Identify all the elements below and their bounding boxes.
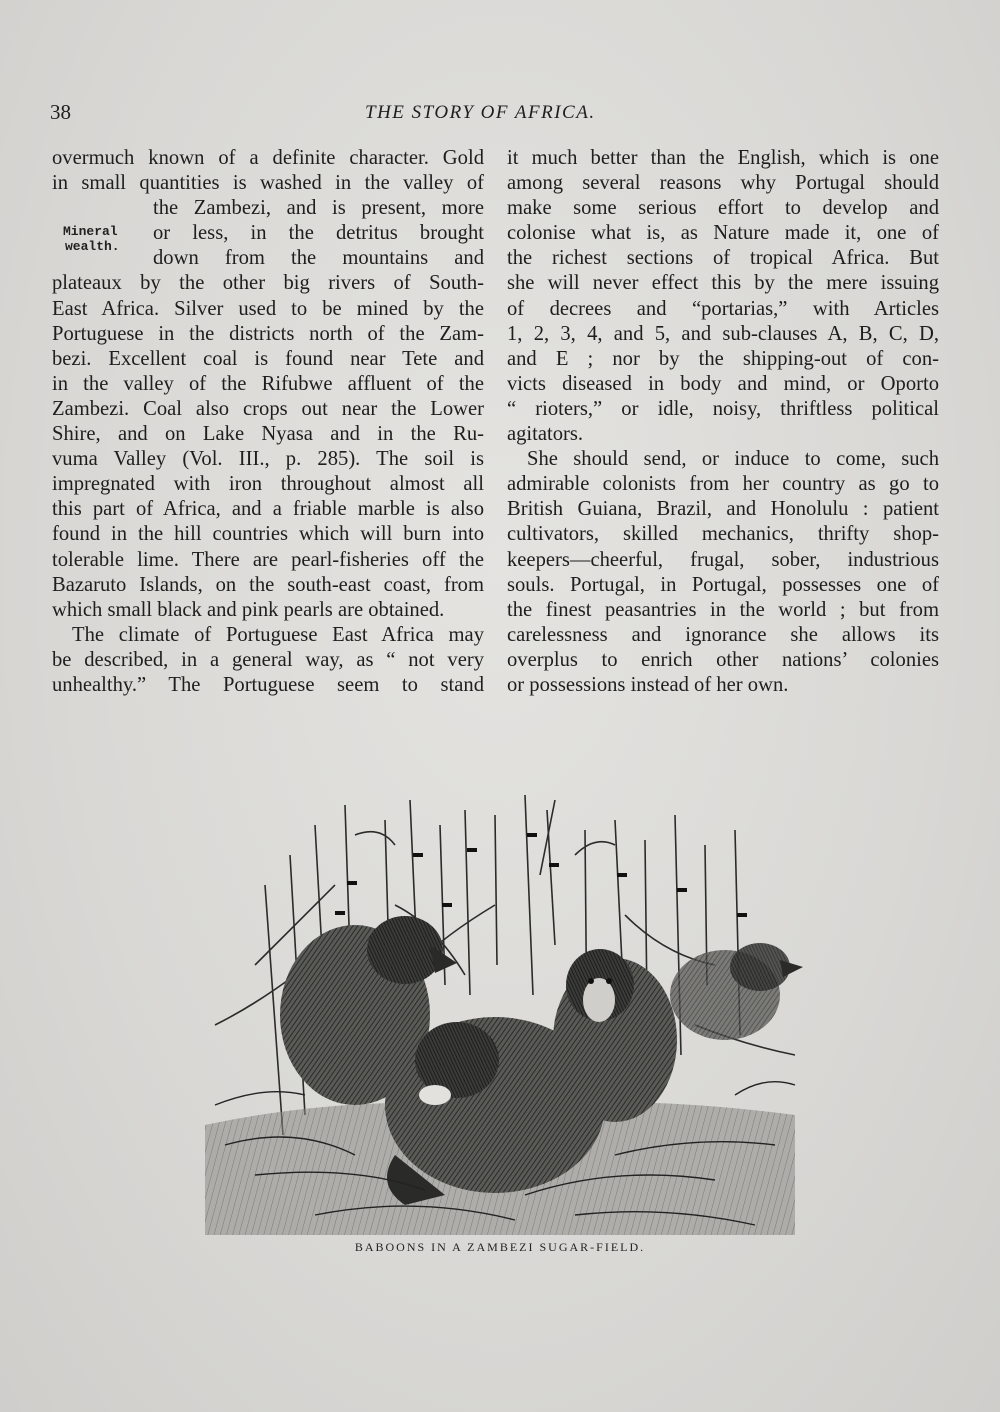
text-line: “ rioters,” or idle, noisy, thriftless political bbox=[507, 397, 939, 420]
margin-note-line: wealth. bbox=[65, 239, 120, 254]
running-title: THE STORY OF AFRICA. bbox=[365, 102, 596, 123]
text-line: down from the mountains and bbox=[153, 247, 484, 270]
margin-note-line: Mineral bbox=[63, 224, 118, 239]
text-line: overplus to enrich other nations’ colonies bbox=[507, 648, 939, 671]
baboon-right bbox=[553, 949, 677, 1122]
text-line: in small quantities is washed in the valley of bbox=[52, 172, 484, 195]
text-line: be described, in a general way, as “ not very bbox=[52, 648, 484, 671]
text-line: victs diseased in body and mind, or Oporto bbox=[507, 372, 939, 395]
text-line: the Zambezi, and is present, more bbox=[153, 197, 484, 220]
right-column bbox=[507, 146, 939, 698]
text-line: agitators. bbox=[507, 423, 584, 446]
text-line: souls. Portugal, in Portugal, possesses one of bbox=[507, 573, 939, 596]
cane-joints bbox=[335, 835, 747, 915]
text-line: Zambezi. Coal also crops out near the Lower bbox=[52, 397, 484, 420]
text-line: colonise what is, as Nature made it, one of bbox=[507, 222, 939, 245]
text-line: or less, in the detritus brought bbox=[153, 222, 484, 245]
text-line: Bazaruto Islands, on the south-east coast, from bbox=[52, 573, 484, 596]
baboons-engraving bbox=[195, 795, 805, 1235]
text-line: bezi. Excellent coal is found near Tete and bbox=[52, 347, 484, 370]
text-line: keepers—cheerful, frugal, sober, industrious bbox=[507, 548, 939, 571]
text-line: 1, 2, 3, 4, and 5, and sub-clauses A, B, C, D, bbox=[507, 322, 939, 345]
text-line: vuma Valley (Vol. III., p. 285). The soil is bbox=[52, 448, 484, 471]
page-header bbox=[0, 100, 1000, 130]
text-line: and E ; nor by the shipping-out of con- bbox=[507, 347, 939, 370]
text-line: tolerable lime. There are pearl-fisheries off the bbox=[52, 548, 484, 571]
text-line: or possessions instead of her own. bbox=[507, 673, 789, 696]
text-line: it much better than the English, which is one bbox=[507, 147, 939, 169]
text-line: Portuguese in the districts north of the Zam- bbox=[52, 322, 484, 345]
text-line: in the valley of the Rifubwe affluent of the bbox=[52, 372, 484, 395]
text-line: the richest sections of tropical Africa. But bbox=[507, 247, 939, 270]
left-column bbox=[52, 146, 484, 698]
text-line: the finest peasantries in the world ; but from bbox=[507, 598, 939, 621]
text-line: which small black and pink pearls are obtained. bbox=[52, 598, 445, 621]
text-line: among several reasons why Portugal should bbox=[507, 172, 939, 195]
text-line: she will never effect this by the mere issuing bbox=[507, 272, 939, 295]
text-line: Shire, and on Lake Nyasa and in the Ru- bbox=[52, 423, 484, 446]
text-line: impregnated with iron throughout almost all bbox=[52, 473, 484, 496]
text-line: found in the hill countries which will burn into bbox=[52, 523, 484, 546]
text-line: British Guiana, Brazil, and Honolulu : patient bbox=[507, 498, 939, 521]
illustration-caption: BABOONS IN A ZAMBEZI SUGAR-FIELD. bbox=[354, 1240, 646, 1254]
text-line: make some serious effort to develop and bbox=[507, 197, 939, 220]
text-line: cultivators, skilled mechanics, thrifty shop- bbox=[507, 523, 939, 546]
text-line: unhealthy.” The Portuguese seem to stand bbox=[52, 673, 484, 696]
text-line: overmuch known of a definite character. Gold bbox=[52, 147, 484, 169]
text-line: She should send, or induce to come, such bbox=[527, 448, 939, 471]
text-line: admirable colonists from her country as go to bbox=[507, 473, 939, 496]
text-line: East Africa. Silver used to be mined by the bbox=[52, 297, 484, 320]
text-line: plateaux by the other big rivers of South- bbox=[52, 272, 484, 295]
text-line: of decrees and “portarias,” with Articles bbox=[507, 297, 939, 320]
text-line: The climate of Portuguese East Africa may bbox=[72, 623, 484, 646]
text-line: carelessness and ignorance she allows its bbox=[507, 623, 939, 646]
text-line: this part of Africa, and a friable marble is also bbox=[52, 498, 484, 521]
page-number: 38 bbox=[50, 100, 71, 124]
